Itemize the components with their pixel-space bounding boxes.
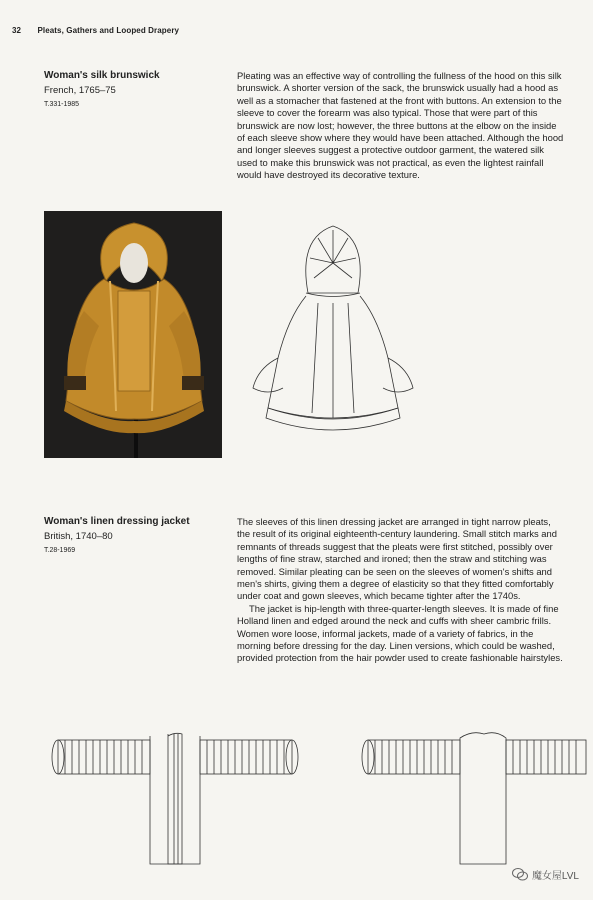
entry-title-jacket: Woman's linen dressing jacket xyxy=(44,516,190,527)
jacket-back-drawing xyxy=(360,730,593,870)
page-header xyxy=(12,26,179,35)
chapter-title: Pleats, Gathers and Looped Drapery xyxy=(37,26,180,35)
paragraph: The sleeves of this linen dressing jacket are arranged in tight narrow pleats, the result of its original eighteenth-century laundering. Small stitch marks and remnants of threads suggest that the pleats were first stitched, possibly over lengths of fine straw, starched and ironed; then the straw and stitching was removed. Similar pleating can be seen on the sleeves of women's shifts and men's shirts, giving them a degree of elasticity so that they fitted comfortably under coat and gown sleeves, which became tighter after the 1740s. xyxy=(237,516,557,602)
watermark-text: 魔女屋LVL xyxy=(531,871,579,882)
wechat-icon xyxy=(512,868,528,881)
paragraph: Pleating was an effective way of controlling the fullness of the hood on this silk brunswick. A shorter version of the sack, the brunswick usually had a hood as well as a stomacher that fastened at the front with buttons. An extension to the sleeve to cover the forearm was also typical. Those that were part of this brunswick are now lost; however, the three buttons at the elbow on the inside of each sleeve show where they would have been attached. Although the hood and longer sleeves suggest a protective outdoor garment, the watered silk used to make this brunswick was not practical, as even the lightest rainfall would have destroyed its decorative texture. xyxy=(237,70,564,181)
entry-origin-jacket: British, 1740–80 xyxy=(44,531,113,542)
jacket-front-drawing xyxy=(50,730,300,870)
entry-ref-jacket: T.28-1969 xyxy=(44,547,76,554)
brunswick-photo xyxy=(44,211,222,458)
brunswick-photo-illustration xyxy=(44,211,222,458)
page-number: 32 xyxy=(12,26,22,35)
entry-title-brunswick: Woman's silk brunswick xyxy=(44,70,160,81)
watermark xyxy=(512,867,579,882)
entry-origin-brunswick: French, 1765–75 xyxy=(44,85,116,96)
entry-text-jacket xyxy=(237,516,565,665)
brunswick-back-drawing xyxy=(248,218,418,443)
entry-text-brunswick xyxy=(237,70,565,182)
entry-ref-brunswick: T.331-1985 xyxy=(44,101,80,108)
paragraph: The jacket is hip-length with three-quarter-length sleeves. It is made of fine Holland linen and edged around the neck and cuffs with sheer cambric frills. Women wore loose, informal jackets, made of a variety of fabrics, in the morning before dressing for the day. Linen versions, which could be washed, provided protection from the hair powder used to create fashionable hairstyles. xyxy=(237,602,563,664)
